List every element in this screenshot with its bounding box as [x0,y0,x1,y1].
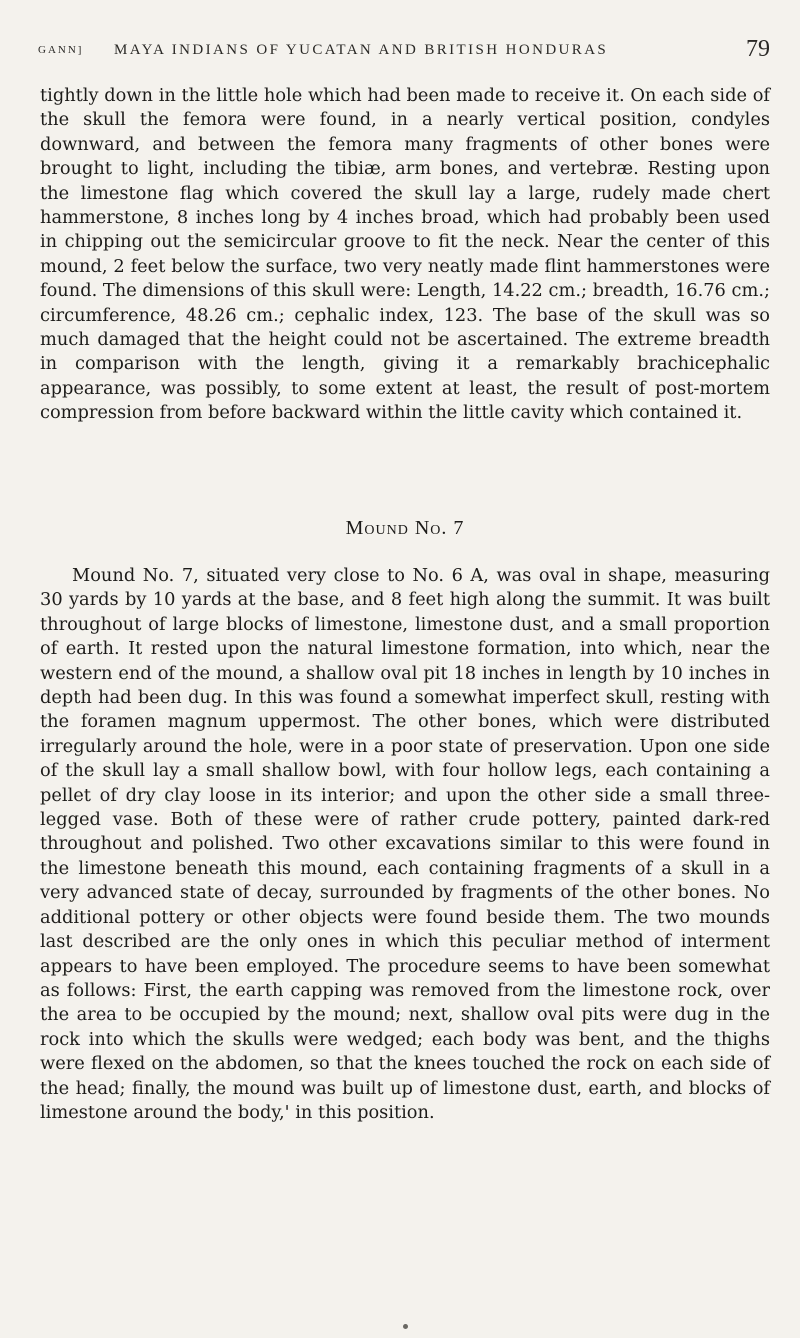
running-head [38,38,770,64]
page-number: 79 [746,36,770,62]
body-paragraph-1: tightly down in the little hole which had been made to receive it. On each side of the skull the femora were found, in a nearly vertical position, condyles downward, and between the femora many fragments of other bones were brought to light, including the tibiæ, arm bones, and vertebræ. Resting upon the limestone flag which covered the skull lay a large, rudely made chert hammerstone, 8 inches long by 4 inches broad, which had probably been used in chipping out the semicircular groove to fit the neck. Near the center of this mound, 2 feet below the surface, two very neatly made flint hammerstones were found. The dimensions of this skull were: Length, 14.22 cm.; breadth, 16.76 cm.; circumference, 48.26 cm.; cephalic index, 123. The base of the skull was so much damaged that the height could not be ascertained. The extreme breadth in comparison with the length, giving it a remarkably brachicephalic appearance, was possibly, to some extent at least, the result of post-mortem compression from before backward within the little cavity which contained it. [40,85,770,424]
page-mark [403,1324,408,1329]
running-head-title: MAYA INDIANS OF YUCATAN AND BRITISH HONDURAS [114,42,609,58]
running-head-author: GANN] [38,44,84,56]
body-paragraph-2: Mound No. 7, situated very close to No. 6 A, was oval in shape, measuring 30 yards by 10 yards at the base, and 8 feet high along the summit. It was built throughout of large blocks of limestone, limestone dust, and a small proportion of earth. It rested upon the natural limestone formation, into which, near the western end of the mound, a shallow oval pit 18 inches in length by 10 inches in depth had been dug. In this was found a somewhat imperfect skull, resting with the foramen magnum uppermost. The other bones, which were distributed irregularly around the hole, were in a poor state of preservation. Upon one side of the skull lay a small shallow bowl, with four hollow legs, each containing a pellet of dry clay loose in its interior; and upon the other side a small three-legged vase. Both of these were of rather crude pottery, painted dark-red throughout and polished. Two other excavations similar to this were found in the limestone beneath this mound, each containing fragments of a skull in a very advanced state of decay, surrounded by fragments of the other bones. No additional pottery or other objects were found beside them. The two mounds last described are the only ones in which this peculiar method of interment appears to have been employed. The procedure seems to have been somewhat as follows: First, the earth capping was removed from the limestone rock, over the area to be occupied by the mound; next, shallow oval pits were dug in the rock into which the skulls were wedged; each body was bent, and the thighs were flexed on the abdomen, so that the knees touched the rock on each side of the head; finally, the mound was built up of limestone dust, earth, and blocks of limestone around the body,' in this position. [40,565,770,1123]
section-heading: Mound No. 7 [345,517,465,539]
